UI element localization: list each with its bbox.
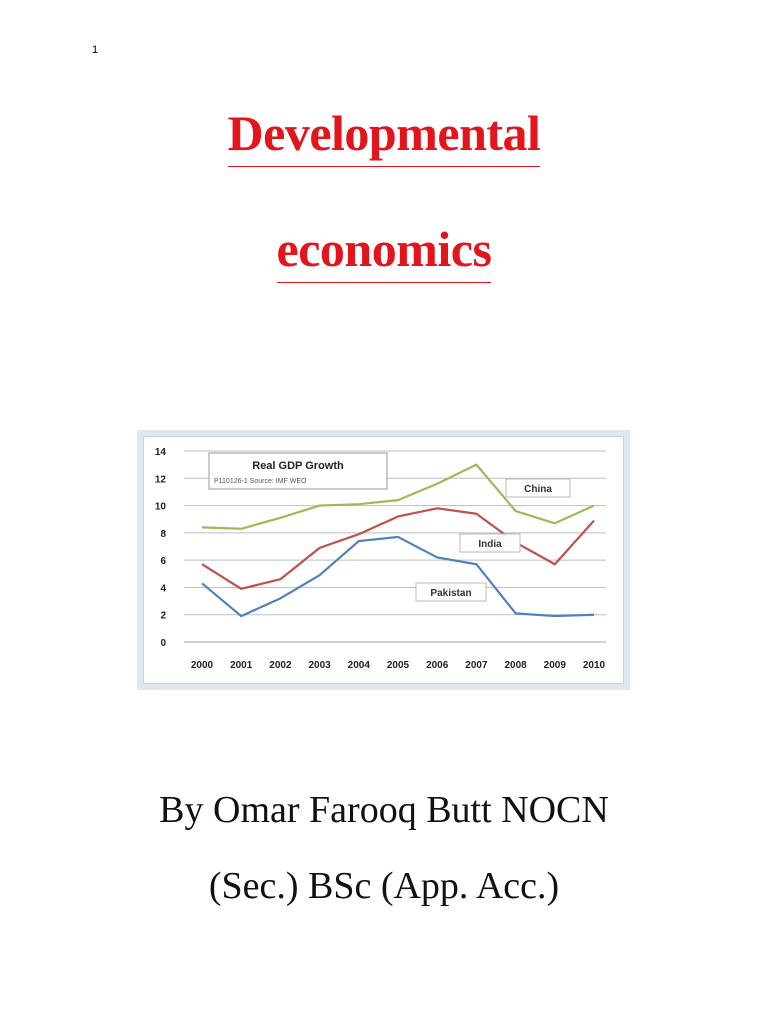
- x-tick-label: 2003: [308, 660, 331, 671]
- y-tick-label: 0: [160, 638, 166, 649]
- title-text-1: Developmental: [228, 104, 541, 167]
- chart-plot-panel: [143, 436, 624, 684]
- series-line-pakistan: [202, 537, 594, 616]
- x-tick-label: 2006: [426, 660, 449, 671]
- title-text-2: economics: [277, 220, 492, 283]
- x-tick-label: 2008: [504, 660, 527, 671]
- author-line: By Omar Farooq Butt NOCN: [159, 789, 609, 831]
- x-tick-label: 2002: [269, 660, 292, 671]
- series-label: Pakistan: [430, 588, 472, 599]
- gdp-chart-figure: [137, 430, 630, 690]
- y-tick-label: 14: [154, 447, 166, 458]
- title-line-2: [0, 220, 768, 283]
- chart-title: Real GDP Growth: [252, 460, 344, 472]
- series-line-india: [202, 508, 594, 588]
- x-tick-label: 2009: [543, 660, 566, 671]
- x-tick-label: 2004: [347, 660, 370, 671]
- y-tick-label: 10: [154, 501, 166, 513]
- gdp-line-chart: [144, 437, 623, 683]
- title-line-1: [0, 104, 768, 167]
- y-tick-label: 8: [160, 528, 166, 540]
- chart-subtitle: P110126-1 Source: IMF WEO: [214, 478, 307, 485]
- y-tick-label: 4: [160, 583, 166, 595]
- series-label: China: [524, 484, 552, 495]
- x-tick-label: 2005: [386, 660, 410, 671]
- y-tick-label: 2: [160, 610, 166, 622]
- x-tick-label: 2007: [465, 660, 488, 671]
- series-label: India: [478, 539, 502, 550]
- qualification-line: (Sec.) BSc (App. Acc.): [208, 865, 560, 907]
- page-number: 1: [92, 44, 99, 56]
- x-tick-label: 2010: [582, 660, 606, 671]
- y-tick-label: 12: [154, 474, 166, 486]
- x-tick-label: 2001: [230, 660, 253, 671]
- x-tick-label: 2000: [190, 660, 214, 671]
- y-tick-label: 6: [160, 556, 166, 568]
